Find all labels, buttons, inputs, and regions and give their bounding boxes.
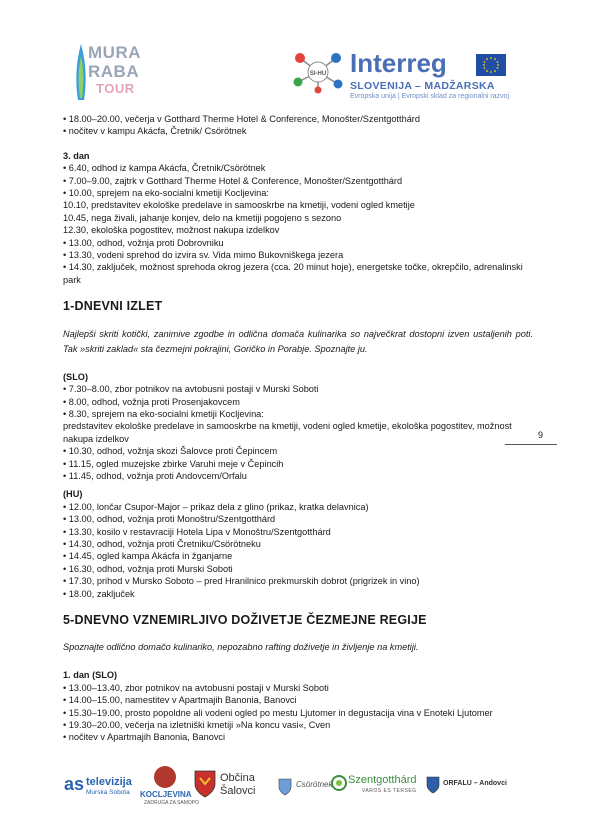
csorotnek-crest-icon [278,778,292,796]
page-header [0,0,589,110]
schedule-line: • 18.00–20.00, večerja v Gotthard Therme Hotel & Conference, Monošter/Szentgotthárd [63,114,420,124]
schedule-line: • 15.30–19.00, prosto popoldne ali vodeni ogled po mestu Ljutomer in degustacija vina v Enoteki Ljutomer [63,707,493,718]
kocljevina-subtitle: ZADRUGA ZA SAMOPO [144,800,200,806]
eu-flag-icon [476,54,506,76]
schedule-line: 12.30, ekološka pogostitev, možnost nakupa izdelkov [63,225,280,236]
schedule-line: • 8.30, sprejem na eko-socialni kmetiji Kocljevina: [63,408,264,419]
szentgotthard-subtitle: VAROS ES TERSEG [362,788,417,794]
water-drop-icon [74,42,88,102]
interreg-tagline: Evropska unija | Evropski sklad za regionalni razvoj [350,93,510,100]
schedule-line: • 12.00, lončar Csupor-Major – prikaz dela z glino (prikaz, kratka delavnica) [63,501,369,512]
schedule-line: • 6.40, odhod iz kampa Akácfa, Čretnik/Csörötnek [63,163,266,174]
day-heading: 3. dan [63,150,90,161]
obcina-word: Občina [220,772,255,784]
logo-word-raba: RABA [88,62,140,81]
schedule-line: • 16.30, odhod, vožnja proti Murski Soboti [63,563,233,574]
interreg-title: Interreg [350,48,447,78]
page-content [63,113,533,744]
si-hu-badge: SI-HU [309,71,327,77]
schedule-line: • 13.00, odhod, vožnja proti Dobrovniku [63,237,224,248]
kocljevina-logo: KOCLJEVINA [140,790,192,799]
schedule-line: • 13.30, vodeni sprehod do izvira sv. Vida mimo Bukovniškega jezera [63,250,344,261]
schedule-line: • 17.30, prihod v Mursko Soboto – pred Hranilnico prekmurskih dobrot (prigrizek in vino) [63,576,420,587]
tv-subtitle: Murska Sobota [86,789,130,796]
schedule-line: • 11.15, ogled muzejske zbirke Varuhi meje v Čepincih [63,458,284,469]
logo-word-tour: TOUR [96,81,135,96]
kocljevina-emblem-icon [154,766,176,788]
section-intro: Najlepši skriti kotički, zanimive zgodbe in odlična domača kulinarika so največkrat dostopni izven ustaljenih poti. Tak »skriti zaklad« sta čezmejni pokrajini, Goričko in Porabje. Spoznajte ju. [63,328,533,354]
tv-as-mark: as [64,774,85,794]
schedule-line: • nočitev v kampu Akácfa, Čretnik/ Csörötnek [63,126,247,137]
schedule-line: • 19.30–20.00, večerja na izletniški kmetiji »Na koncu vasi«, Cven [63,720,331,731]
schedule-line: • 14.00–15.00, namestitev v Apartmajih Banonia, Banovci [63,695,297,706]
schedule-line: • 14.30, odhod, vožnja proti Čretniku/Csörötneku [63,538,261,549]
obcina-salovci-logo [220,772,255,798]
csorotnek-logo: Csörötnek [296,780,333,789]
page-number: 9 [538,430,544,440]
schedule-line: 10.45, nega živali, jahanje konjev, delo na kmetiji pogojeno s sezono [63,212,342,223]
region-heading-hu: (HU) [63,489,83,500]
schedule-line: 10.10, predstavitev ekološke predelave in samooskrbe na kmetiji, vodeni ogled kmetije [63,200,415,211]
mura-raba-tour-logo [68,34,141,110]
interreg-subtitle: SLOVENIJA – MADŽARSKA [350,80,495,92]
region-heading-slo: (SLO) [63,371,89,382]
salovci-word: Šalovci [220,785,256,797]
schedule-line: • 18.00, zaključek [63,588,135,599]
tv-title: televizija [86,776,132,788]
schedule-line: predstavitev ekološke predelave in samooskrbe na kmetiji, vodeni ogled kmetije, ekološka pogostitev, možnost nakupa izdelkov [63,421,512,444]
schedule-line: • 7.00–9.00, zajtrk v Gotthard Therme Hotel & Conference, Monošter/Szentgotthárd [63,175,403,186]
salovci-crest-icon [194,770,216,798]
section-intro: Spoznajte odlično domačo kulinariko, nepozabno rafting doživetje in življenje na kmetiji. [63,642,419,653]
footer-logos [60,762,530,812]
section-heading-5-day-trip: 5-DNEVNO VZNEMIRLJIVO DOŽIVETJE ČEZMEJNE REGIJE [63,613,427,627]
szentgotthard-swirl-icon [330,774,348,792]
interreg-logo [290,46,520,106]
schedule-line: • 14.30, zaključek, možnost sprehoda okrog jezera (cca. 20 minut hoje), energetske točke, okrepčilo, adrenalinski park [63,262,523,285]
schedule-line: • 13.00–13.40, zbor potnikov na avtobusni postaji v Murski Soboti [63,682,329,693]
page-number-rule [505,444,557,445]
schedule-line: • 10.00, sprejem na eko-socialni kmetiji Kocljevina: [63,188,269,199]
schedule-line: • 11.45, odhod, vožnja proti Andovcem/Orfalu [63,470,247,481]
schedule-line: • 7.30–8.00, zbor potnikov na avtobusni postaji v Murski Soboti [63,384,319,395]
schedule-line: • 8.00, odhod, vožnja proti Prosenjakovcem [63,396,240,407]
schedule-line: • 14.45, ogled kampa Akácfa in žganjarne [63,551,233,562]
schedule-line: • 13.00, odhod, vožnja proti Monoštru/Szentgotthárd [63,514,276,525]
schedule-line: • nočitev v Apartmajih Banonia, Banovci [63,732,226,743]
section-heading-1-day-trip: 1-DNEVNI IZLET [63,299,163,314]
szentgotthard-logo: Szentgotthárd [348,774,417,786]
logo-word-mura: MURA [88,43,141,62]
orfalu-andovci-logo: ORFALU – Andovci [443,780,507,787]
orfalu-crest-icon [426,776,440,794]
schedule-line: • 10.30, odhod, vožnja skozi Šalovce proti Čepincem [63,446,278,457]
molecule-icon [292,50,344,94]
schedule-line: • 13.30, kosilo v restavraciji Hotela Lipa v Monoštru/Szentgotthárd [63,526,331,537]
day-heading: 1. dan (SLO) [63,670,118,681]
